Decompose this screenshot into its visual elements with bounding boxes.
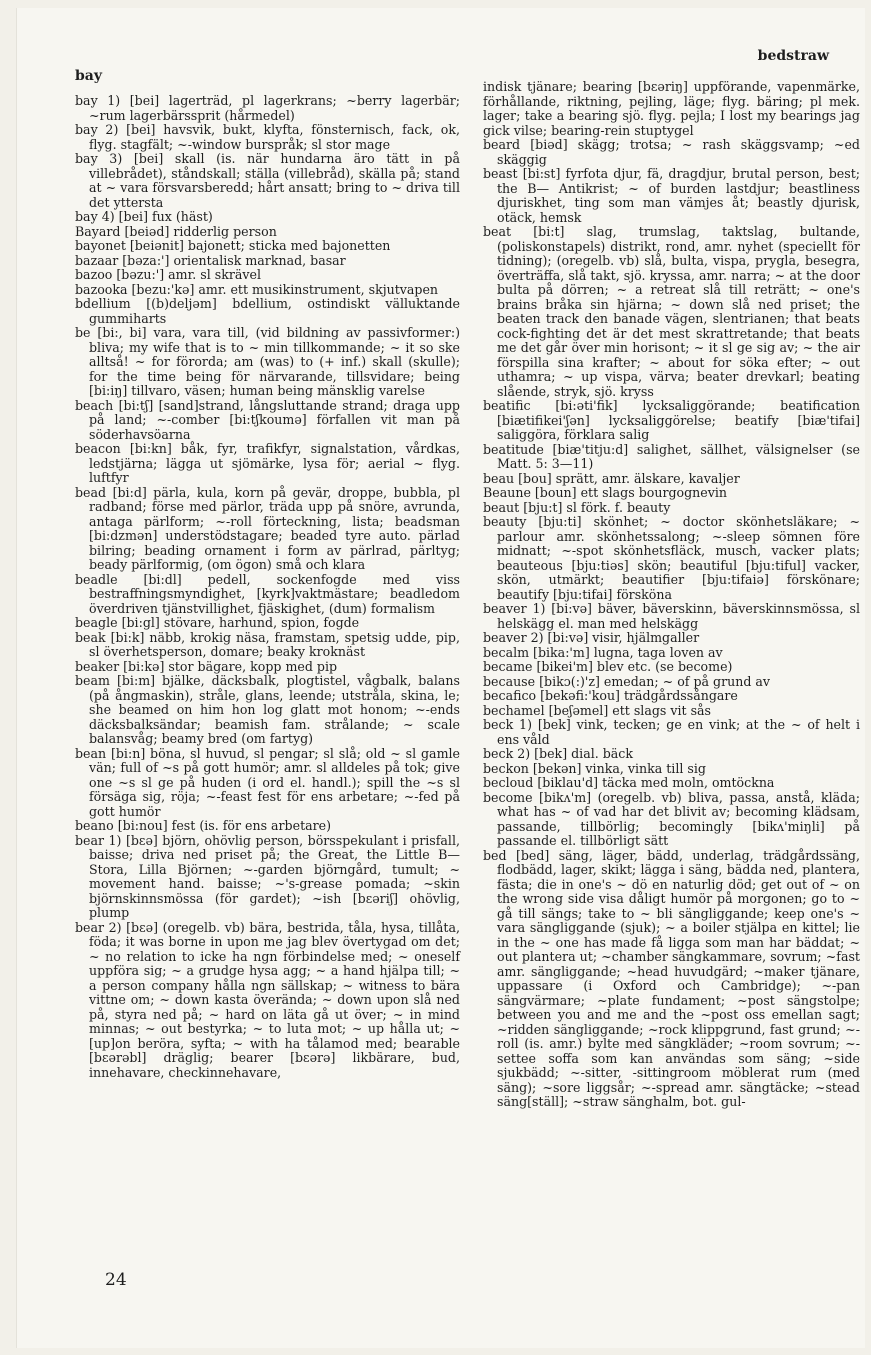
entry-beaker: beaker [bi:kə] stor bägare, kopp med pip: [75, 658, 338, 674]
entry-beano: beano [bi:nou] fest (is. för ens arbetare): [75, 818, 332, 833]
entry-beauty: beauty [bju:ti] skönhet; ~ doctor skönhetsläkare; ~ parlour amr. skönhetssalong; ~-sleep sömnen före midnatt; ~-spot skönhetsfläck, musch, vacker plats; beauteous [bju:tiəs] skön; beautiful [bju:tiful] vacker, skön, utmärkt; beautifier [bju:tifaiə] förskönare; beautify [bju:tifai] försköna: [483, 514, 860, 602]
entry-bayonet: bayonet [beiənit] bajonett; sticka med bajonetten: [75, 238, 391, 253]
entry-beagle: beagle [bi:gl] stövare, harhund, spion, fogde: [75, 615, 360, 630]
entry-bay-3: bay 3) [bei] skall (is. när hundarna äro tätt in på villebrådet), ståndskall; ställa (villebråd), skälla på; stand at ~ vara försvarsberedd; hårt ansatt; bring to ~ driva till det yttersta: [75, 151, 460, 210]
entry-beatific: beatific [bi:əti'fik] lycksaliggörande; beatification [biætifikei'ʃən] lycksaliggörelse; beatify [biæ'tifai] saliggöra, förklara salig: [483, 398, 860, 442]
entry-beaune: Beaune [boun] ett slags bourgognevin: [483, 485, 727, 500]
guide-word-left: bay: [75, 68, 102, 84]
entry-beach: beach [bi:tʃ] [sand]strand, långsluttande strand; draga upp på land; ~-comber [bi:tʃkoumə] förfallen vit man på söderhavsöarna: [75, 397, 460, 442]
entry-beck-2: beck 2) [bek] dial. bäck: [483, 746, 633, 761]
dictionary-page: [16, 8, 865, 1348]
entry-bayard: Bayard [beiəd] ridderlig person: [75, 223, 277, 239]
entry-became: became [bikei'm] blev etc. (se become): [483, 659, 733, 674]
entry-beatitude: beatitude [biæ'titju:d] salighet, sällhet, välsignelser (se Matt. 5: 3—11): [483, 441, 860, 471]
entry-beadle: beadle [bi:dl] pedell, sockenfogde med viss bestraffningsmyndighet, [kyrk]vaktmästare; beadledom överdriven tjänstvillighet, fjäskighet, (dum) formalism: [75, 571, 460, 616]
entry-beard: beard [biəd] skägg; trotsa; ~ rash skäggsvamp; ~ed skäggig: [483, 137, 860, 167]
entry-bazaar: bazaar [bəza:'] orientalisk marknad, basar: [75, 252, 346, 268]
entry-beck-1: beck 1) [bek] vink, tecken; ge en vink; at the ~ of helt i ens våld: [483, 717, 860, 747]
entry-bay-2: bay 2) [bei] havsvik, bukt, klyfta, fönsternisch, fack, ok, flyg. stagfält; ~-window burspråk; sl stor mage: [75, 122, 460, 152]
entry-becloud: becloud [biklau'd] täcka med moln, omtöckna: [483, 775, 775, 790]
guide-word-right: bedstraw: [757, 48, 829, 64]
entry-becalm: becalm [bika:'m] lugna, taga loven av: [483, 644, 723, 660]
entry-bear-2: bear 2) [bɛə] (oregelb. vb) bära, bestrida, tåla, hysa, tillåta, föda; it was borne in upon me jag blev övertygad om det; ~ no relation to icke ha ngn förbindelse med; ~ oneself uppföra sig; ~ a grudge hysa agg; ~ a hand hjälpa till; ~ a person company hålla ngn sällskap; ~ witness to bära vittne om; ~ down kasta överända; ~ down upon slå ned på, styra ned på; ~ hard on läta gå ut över; ~ in mind minnas; ~ out bestyrka; ~ to luta mot; ~ up hålla ut; ~ [up]on beröra, syfta; ~ with ha tålamod med; bearable [bɛərəbl] dräglig; bearer [bɛərə] likbärare, bud, innehavare, checkinnehavare,: [75, 919, 460, 1080]
entry-bean: bean [bi:n] böna, sl huvud, sl pengar; sl slå; old ~ sl gamle vän; full of ~s på gott humör; amr. sl alldeles på tok; give one ~s sl ge på huden (i ord el. handl.); spill the ~s sl försäga sig, röja; ~-feast fest för ens arbetare; ~-fed på gott humör: [75, 745, 460, 819]
entry-beam: beam [bi:m] bjälke, däcksbalk, plogtistel, vågbalk, balans (på ångmaskin), stråle, glans, leende; utstråla, skina, le; she beamed on him hon log glatt mot honom; ~-ends däcksbalksändar; beamish fam. strålande; ~ scale balansvåg; beamy bred (om fartyg): [75, 673, 460, 746]
entry-beaut: beaut [bju:t] sl förk. f. beauty: [483, 499, 671, 515]
entry-bearer-cont: indisk tjänare; bearing [bɛəriŋ] uppförande, vapenmärke, förhållande, riktning, pejling, läge; flyg. bäring; pl mek. lager; take a bearing sjö. flyg. pejla; I lost my bearings jag gick vilse; bearing-rein stuptygel: [483, 79, 860, 138]
entry-become: become [bikʌ'm] (oregelb. vb) bliva, passa, anstå, kläda; what has ~ of vad har det blivit av; becoming klädsam, passande, tillbörlig; becomingly [bikʌ'miŋli] på passande el. tillbörligt sätt: [483, 789, 860, 848]
entry-beau: beau [bou] sprätt, amr. älskare, kavaljer: [483, 470, 740, 486]
right-column: [483, 80, 860, 1110]
entry-beak: beak [bi:k] näbb, krokig näsa, framstam, spetsig udde, pip, sl överhetsperson, domare; beaky kroknäst: [75, 629, 460, 659]
entry-bed: bed [bed] säng, läger, bädd, underlag, trädgårdssäng, flodbädd, lager, skikt; lägga i säng, bädda ned, plantera, fästa; die in one's ~ dö en naturlig död; get out of ~ on the wrong side visa dåligt humör på morgonen; go to ~ gå till sängs; take to ~ bli sängliggande; keep one's ~ vara sängliggande (sjuk); ~ a boiler stjälpa en kittel; lie in the ~ one has made få ligga som man har bäddat; ~ out plantera ut; ~chamber sängkammare, sovrum; ~fast amr. sängliggande; ~head huvudgärd; ~maker tjänare, uppassare (i Oxford och Cambridge); ~-pan sängvärmare; ~plate fundament; ~post sängstolpe; between you and me and the ~post oss emellan sagt; ~ridden sängliggande; ~rock klippgrund, fast grund; ~-roll (is. amr.) bylte med sängkläder; ~room sovrum; ~-settee soffa som kan användas som säng; ~side sjukbädd; ~-sitter, -sittingroom möblerat rum (med säng); ~sore liggsår; ~-spread amr. sängtäcke; ~stead säng[ställ]; ~straw sänghalm, bot. gul-: [483, 847, 860, 1109]
entry-beaver-2: beaver 2) [bi:və] visir, hjälmgaller: [483, 630, 700, 645]
entry-bay-1: bay 1) [bei] lagerträd, pl lagerkrans; ~berry lagerbär; ~rum lagerbärssprit (hårmedel): [75, 93, 460, 123]
entry-beat: beat [bi:t] slag, trumslag, taktslag, bultande, (poliskonstapels) distrikt, rond, amr. nyhet (speciellt för tidning); (oregelb. vb) slå, bulta, vispa, prygla, besegra, överträffa, slå takt, sjö. kryssa, amr. narra; ~ at the door bulta på dörren; ~ a retreat slå till reträtt; ~ one's brains bråka sin hjärna; ~ down slå ned priset; the beaten track den banade vägen, slentrianen; that beats cock-fighting det är det mest skrattretande; that beats me det går över min horisont; ~ it sl ge sig av; ~ the air förspilla sina krafter; ~ about for söka efter; ~ out uthamra; ~ up vispa, värva; beater drevkarl; beating slående, stryk, sjö. kryss: [483, 224, 860, 399]
entry-beacon: beacon [bi:kn] båk, fyr, trafikfyr, signalstation, vårdkas, ledstjärna; lägga ut sjömärke, lysa för; aerial ~ flyg. luftfyr: [75, 441, 460, 485]
entry-because: because [bikɔ(:)'z] emedan; ~ of på grund av: [483, 673, 771, 689]
entry-bdellium: bdellium [(b)deljəm] bdellium, ostindiskt välluktande gummiharts: [75, 296, 460, 326]
entry-bay-4: bay 4) [bei] fux (häst): [75, 209, 213, 224]
entry-becafico: becafico [bekəfi:'kou] trädgårdssångare: [483, 688, 738, 703]
entry-bazooka: bazooka [bezu:'kə] amr. ett musikinstrument, skjutvapen: [75, 281, 439, 297]
entry-bead: bead [bi:d] pärla, kula, korn på gevär, droppe, bubbla, pl radband; förse med pärlor, träda upp på snöre, avrunda, antaga pärlform; ~-roll förteckning, lista; beadsman [bi:dzmən] understödstagare; beaded tyre auto. pärlad bilring; beading ornament i form av pärlrad, pärltyg; beady pärlformig, (om ögon) små och klara: [75, 484, 460, 572]
entry-beaver-1: beaver 1) [bi:və] bäver, bäverskinn, bäverskinnsmössa, sl helskägg el. man med helskägg: [483, 601, 860, 631]
entry-bazoo: bazoo [bəzu:'] amr. sl skrävel: [75, 267, 261, 282]
entry-bechamel: bechamel [beʃəmel] ett slags vit sås: [483, 702, 711, 718]
left-column: [75, 94, 460, 1080]
page-number: 24: [105, 1270, 127, 1290]
entry-bear-1: bear 1) [bɛə] björn, ohövlig person, börsspekulant i prisfall, baisse; driva ned priset på; the Great, the Little B— Stora, Lilla Björnen; ~-garden björngård, tumult; ~ movement hand. baisse; ~'s-grease pomada; ~skin björnskinnsmössa (för gardet); ~ish [bɛəriʃ] ohövlig, plump: [75, 832, 460, 920]
entry-beast: beast [bi:st] fyrfota djur, fä, dragdjur, brutal person, best; the B— Antikrist; ~ of burden lastdjur; beastliness djuriskhet, ting som man vämjes åt; beastly djurisk, otäck, hemsk: [483, 166, 860, 225]
entry-be: be [bi:, bi] vara, vara till, (vid bildning av passivformer:) bliva; my wife that is to ~ min tillkommande; ~ it so ske alltså! ~ for förorda; am (was) to (+ inf.) skall (skulle); for the time being för närvarande, tillsvidare; being [bi:iŋ] tillvaro, väsen; human being mänsklig varelse: [75, 325, 460, 398]
entry-beckon: beckon [bekən] vinka, vinka till sig: [483, 760, 706, 776]
